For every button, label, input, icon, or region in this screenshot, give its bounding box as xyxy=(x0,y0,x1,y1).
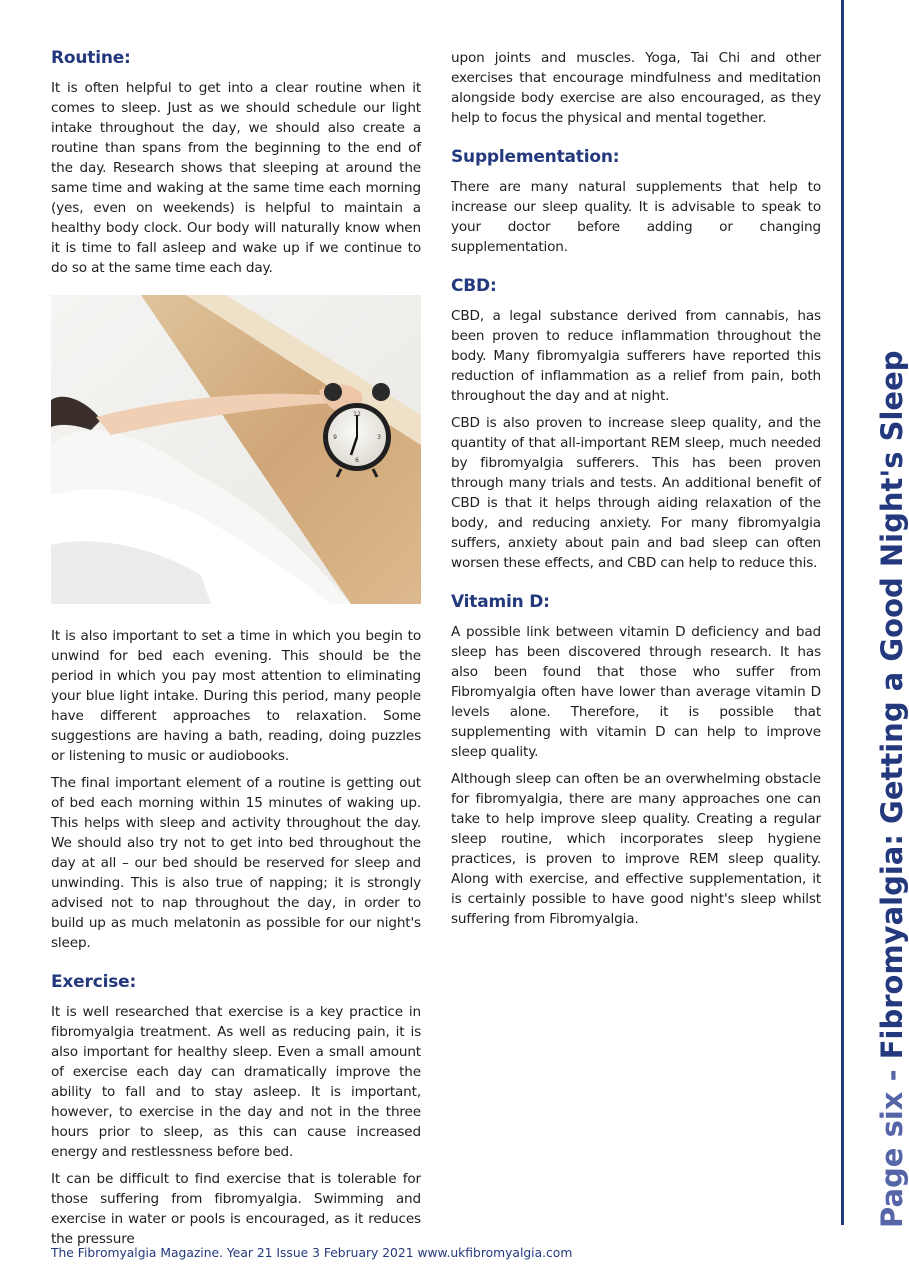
exercise-heading: Exercise: xyxy=(51,972,137,992)
exercise-paragraph-2: It can be difficult to find exercise that is tolerable for those suffering from fibromyalgia. Swimming and exercise in water or pools is encouraged, as it reduces the pressure xyxy=(51,1171,421,1247)
alarm-clock-photo xyxy=(51,295,421,604)
page-label: Page six - xyxy=(875,1059,909,1228)
side-divider-line xyxy=(841,0,844,1225)
supplementation-paragraph: There are many natural supplements that help to increase our sleep quality. It is advisable to speak to your doctor before adding or changing supplementation. xyxy=(451,179,821,255)
left-column xyxy=(51,48,421,1256)
exercise-continued-paragraph: upon joints and muscles. Yoga, Tai Chi and other exercises that encourage mindfulness and meditation alongside body exercise are also encouraged, as they help to focus the physical and mental together. xyxy=(451,50,821,126)
cbd-paragraph-1: CBD, a legal substance derived from cannabis, has been proven to reduce inflammation throughout the body. Many fibromyalgia sufferers have reported this reduction of inflammation as a relief from pain, both throughout the day and at night. xyxy=(451,308,821,404)
routine-paragraph-2: It is also important to set a time in which you begin to unwind for bed each evening. This should be the period in which you pay most attention to eliminating your blue light intake. During this period, many people have different approaches to relaxation. Some suggestions are having a bath, reading, doing puzzles or listening to music or audiobooks. xyxy=(51,628,421,764)
routine-paragraph-3: The final important element of a routine is getting out of bed each morning within 15 minutes of waking up. This helps with sleep and activity throughout the day. We should also try not to get into bed throughout the day at all – our bed should be reserved for sleep and unwinding. This is also true of napping; it is strongly advised not to nap throughout the day, in order to build up as much melatonin as possible for our night's sleep. xyxy=(51,775,421,951)
exercise-paragraph-1: It is well researched that exercise is a key practice in fibromyalgia treatment. As well as reducing pain, it is also important for healthy sleep. Even a small amount of exercise each day can dramatically improve the ability to fall and to stay asleep. It is important, however, to exercise in the day and not in the three hours prior to sleep, as this can cause increased energy and restlessness before bed. xyxy=(51,1004,421,1160)
article-title: Fibromyalgia: Getting a Good Night's Sleep xyxy=(875,350,909,1060)
vitamin-d-heading: Vitamin D: xyxy=(451,592,550,612)
routine-paragraph-1: It is often helpful to get into a clear routine when it comes to sleep. Just as we should schedule our light intake throughout the day, we should also create a routine than spans from the beginning to the end of the day. Research shows that sleeping at around the same time and waking at the same time each morning (yes, even on weekends) is helpful to maintain a healthy body clock. Our body will naturally know when it is time to fall asleep and wake up if we continue to do so at the same time each day. xyxy=(51,80,421,276)
svg-text:3: 3 xyxy=(377,434,381,441)
cbd-heading: CBD: xyxy=(451,276,497,296)
footer: The Fibromyalgia Magazine. Year 21 Issue 3 February 2021 www.ukfibromyalgia.com xyxy=(51,1246,573,1260)
cbd-paragraph-2: CBD is also proven to increase sleep quality, and the quantity of that all-important REM sleep, much needed by fibromyalgia sufferers. This has been proven through many trials and tests. An additional benefit of CBD is that it helps through aiding relaxation of the body, and reducing anxiety. For many fibromyalgia suffers, anxiety about pain and bad sleep can often worsen these effects, and CBD can help to reduce this. xyxy=(451,415,821,571)
svg-text:9: 9 xyxy=(333,434,337,441)
routine-heading: Routine: xyxy=(51,48,131,68)
svg-text:6: 6 xyxy=(355,457,359,464)
right-column xyxy=(451,48,821,936)
vitamin-d-paragraph-2: Although sleep can often be an overwhelming obstacle for fibromyalgia, there are many approaches one can take to help improve sleep quality. Creating a regular sleep routine, which incorporates sleep hygiene practices, is proven to improve REM sleep quality. Along with exercise, and effective supplementation, it is certainly possible to have good night's sleep whilst suffering from Fibromyalgia. xyxy=(451,771,821,927)
svg-text:12: 12 xyxy=(353,411,361,418)
vertical-page-title xyxy=(875,351,909,1229)
supplementation-heading: Supplementation: xyxy=(451,147,620,167)
vitamin-d-paragraph-1: A possible link between vitamin D deficiency and bad sleep has been discovered through research. It has also been found that those who suffer from Fibromyalgia often have lower than average vitamin D levels alone. Therefore, it is possible that supplementing with vitamin D can help to improve sleep quality. xyxy=(451,624,821,760)
